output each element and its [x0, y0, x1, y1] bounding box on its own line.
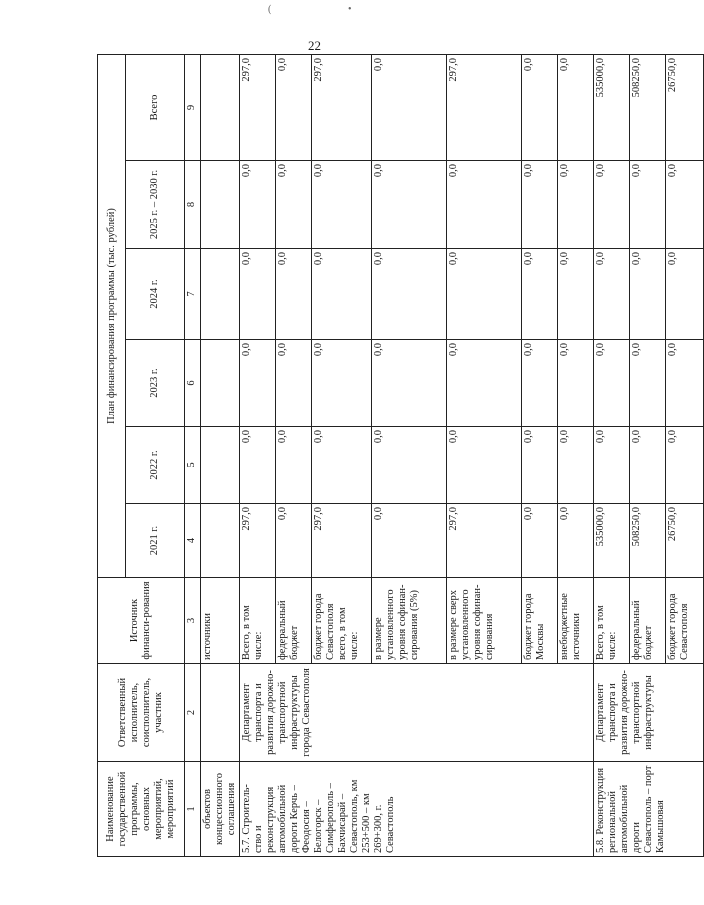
value-cell: 0,0 — [372, 340, 447, 427]
value-cell: 0,0 — [522, 249, 558, 340]
source-cell: Всего, в том числе: — [240, 578, 276, 664]
value-cell: 0,0 — [447, 161, 522, 249]
source-cell: Всего, в том числе: — [594, 578, 630, 664]
source-cell: бюджет города Москвы — [522, 578, 558, 664]
header-year: 2024 г. — [126, 249, 185, 340]
header-plan: План финансирования программы (тыс. рублей) — [98, 54, 126, 577]
value-cell: 0,0 — [447, 427, 522, 504]
value-cell: 0,0 — [372, 504, 447, 578]
value-cell: 0,0 — [276, 249, 312, 340]
value-cell: 0,0 — [666, 340, 704, 427]
scan-mark: ( — [268, 4, 272, 15]
value-cell: 0,0 — [312, 249, 372, 340]
header-total: Всего — [126, 54, 185, 160]
value-cell: 0,0 — [594, 427, 630, 504]
rotated-table-container — [97, 55, 690, 857]
value-cell: 0,0 — [630, 161, 666, 249]
value-cell: 297,0 — [312, 504, 372, 578]
value-cell: 26750,0 — [666, 54, 704, 160]
column-index: 3 — [185, 578, 201, 664]
source-cell: в размере установленного уровня софинан-сирования (5%) — [372, 578, 447, 664]
value-cell: 0,0 — [558, 54, 594, 160]
value-cell: 297,0 — [312, 54, 372, 160]
value-cell: 0,0 — [558, 504, 594, 578]
value-cell: 0,0 — [630, 249, 666, 340]
value-cell: 0,0 — [240, 340, 276, 427]
column-index: 9 — [185, 54, 201, 160]
value-cell: 0,0 — [666, 249, 704, 340]
value-cell: 0,0 — [240, 427, 276, 504]
column-index: 1 — [185, 762, 201, 857]
value-cell: 0,0 — [276, 340, 312, 427]
value-cell — [201, 249, 240, 340]
value-cell: 0,0 — [276, 161, 312, 249]
value-cell: 0,0 — [522, 427, 558, 504]
value-cell: 0,0 — [447, 340, 522, 427]
value-cell: 535000,0 — [594, 504, 630, 578]
value-cell: 0,0 — [276, 54, 312, 160]
value-cell: 0,0 — [522, 340, 558, 427]
source-cell: бюджет города Севастополя — [666, 578, 704, 664]
value-cell: 0,0 — [276, 504, 312, 578]
source-cell: федеральный бюджет — [276, 578, 312, 664]
value-cell — [201, 427, 240, 504]
value-cell: 0,0 — [594, 340, 630, 427]
value-cell: 0,0 — [666, 161, 704, 249]
value-cell: 297,0 — [240, 54, 276, 160]
value-cell: 0,0 — [312, 427, 372, 504]
financing-table — [97, 54, 704, 857]
table-row — [594, 54, 630, 856]
column-index: 8 — [185, 161, 201, 249]
header-year: 2023 г. — [126, 340, 185, 427]
value-cell: 0,0 — [594, 161, 630, 249]
value-cell: 0,0 — [312, 161, 372, 249]
value-cell: 297,0 — [447, 54, 522, 160]
value-cell: 297,0 — [447, 504, 522, 578]
value-cell: 0,0 — [240, 249, 276, 340]
value-cell: 0,0 — [630, 427, 666, 504]
value-cell: 0,0 — [630, 340, 666, 427]
table-row — [201, 54, 240, 856]
column-index: 2 — [185, 664, 201, 762]
value-cell: 0,0 — [558, 249, 594, 340]
value-cell: 0,0 — [372, 161, 447, 249]
value-cell: 0,0 — [522, 161, 558, 249]
column-index: 7 — [185, 249, 201, 340]
column-index: 4 — [185, 504, 201, 578]
value-cell: 0,0 — [240, 161, 276, 249]
value-cell: 508250,0 — [630, 54, 666, 160]
source-cell: в размере сверх установленного уровня софинан-сирования — [447, 578, 522, 664]
item-name: 5.7. Строитель-ство и реконструкция автомобильной дороги Керчь – Феодосия – Белогорск – Симферополь – Бахчисарай – Севастополь, км 253+500 – км 269+300, г. Севастополь — [240, 762, 594, 857]
page-number: 22 — [308, 38, 321, 53]
value-cell: 0,0 — [372, 427, 447, 504]
value-cell: 0,0 — [447, 249, 522, 340]
value-cell: 0,0 — [666, 427, 704, 504]
value-cell: 0,0 — [276, 427, 312, 504]
column-index: 6 — [185, 340, 201, 427]
value-cell: 0,0 — [522, 504, 558, 578]
source-cell: бюджет города Севастополя всего, в том числе: — [312, 578, 372, 664]
table-row — [240, 54, 276, 856]
column-index: 5 — [185, 427, 201, 504]
item-executor — [201, 664, 240, 762]
scan-mark: • — [348, 4, 352, 15]
value-cell: 0,0 — [558, 340, 594, 427]
value-cell: 0,0 — [558, 161, 594, 249]
value-cell — [201, 54, 240, 160]
value-cell: 0,0 — [372, 54, 447, 160]
value-cell — [201, 340, 240, 427]
value-cell: 0,0 — [558, 427, 594, 504]
value-cell: 0,0 — [522, 54, 558, 160]
source-cell: федеральный бюджет — [630, 578, 666, 664]
item-executor: Департамент транспорта и развития дорожно-транспортной инфраструктуры — [594, 664, 704, 762]
header-executor: Ответственный исполнитель, соисполнитель, участник — [98, 664, 185, 762]
header-year: 2025 г. – 2030 г. — [126, 161, 185, 249]
value-cell: 0,0 — [372, 249, 447, 340]
value-cell: 0,0 — [312, 340, 372, 427]
value-cell: 297,0 — [240, 504, 276, 578]
value-cell — [201, 504, 240, 578]
value-cell: 0,0 — [594, 249, 630, 340]
value-cell: 508250,0 — [630, 504, 666, 578]
item-executor: Департамент транспорта и развития дорожно-транспортной инфраструктуры города Севастополя — [240, 664, 594, 762]
item-name: 5.8. Реконструкция региональной автомобильной дороги Севастополь – порт Камышовая — [594, 762, 704, 857]
header-year: 2022 г. — [126, 427, 185, 504]
source-cell: внебюджетные источники — [558, 578, 594, 664]
item-name: объектов концессионного соглашения — [201, 762, 240, 857]
header-name: Наименование государственной программы, основных мероприятий, мероприятий — [98, 762, 185, 857]
value-cell — [201, 161, 240, 249]
header-year: 2021 г. — [126, 504, 185, 578]
value-cell: 535000,0 — [594, 54, 630, 160]
header-source: Источник финанси-рования — [98, 578, 185, 664]
source-cell: источники — [201, 578, 240, 664]
value-cell: 26750,0 — [666, 504, 704, 578]
